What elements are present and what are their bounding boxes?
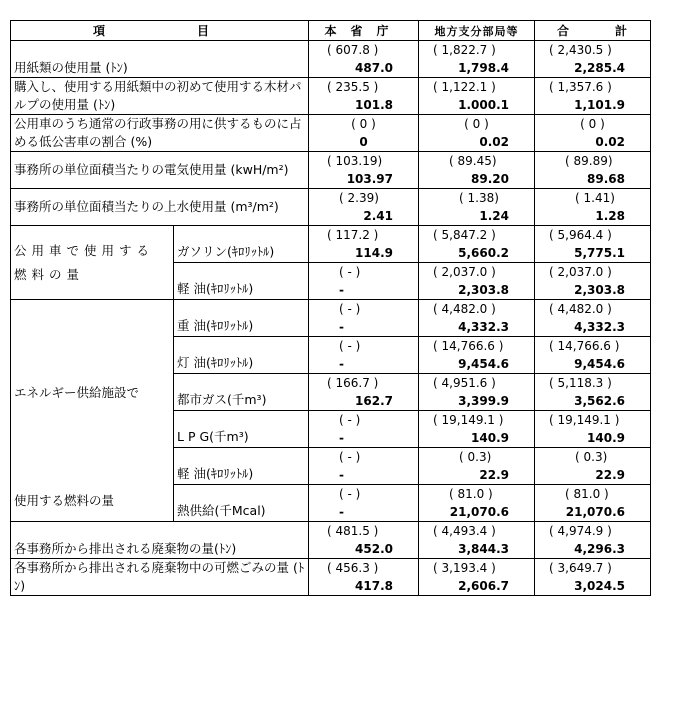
current-value: 0 <box>359 135 368 149</box>
current-value: 2,303.8 <box>458 283 509 297</box>
prev-value: ( 1,822.7 ) <box>433 43 496 57</box>
prev-value: ( 456.3 ) <box>327 561 379 575</box>
row-label: 事務所の単位面積当たりの上水使用量 (m³/m²) <box>11 189 309 226</box>
current-value: - <box>339 431 344 445</box>
table-row <box>11 559 651 596</box>
current-value: 89.20 <box>471 172 509 186</box>
prev-value: ( 1,122.1 ) <box>433 80 496 94</box>
current-value: 9,454.6 <box>574 357 625 371</box>
header-row <box>11 21 651 41</box>
table-row <box>11 78 651 115</box>
local-cell <box>419 337 535 374</box>
prev-value: ( 4,493.4 ) <box>433 524 496 538</box>
head-office-cell <box>309 41 419 78</box>
prev-value: ( 5,964.4 ) <box>549 228 612 242</box>
total-cell <box>535 485 651 522</box>
table-row <box>11 152 651 189</box>
header-total-b: 計 <box>615 24 628 38</box>
group-label-energy-fuel: エネルギー供給施設で 使用する燃料の量 <box>11 300 174 522</box>
prev-value: ( - ) <box>339 339 361 353</box>
fuel-type-label: 熱供給(千Mcal) <box>174 485 309 522</box>
total-cell <box>535 263 651 300</box>
local-cell <box>419 411 535 448</box>
prev-value: ( 14,766.6 ) <box>433 339 504 353</box>
prev-value: ( 2,037.0 ) <box>433 265 496 279</box>
total-cell <box>535 152 651 189</box>
head-office-cell <box>309 78 419 115</box>
prev-value: ( 103.19) <box>327 154 383 168</box>
prev-value: ( 0.3) <box>575 450 608 464</box>
prev-value: ( 0.3) <box>459 450 492 464</box>
total-cell <box>535 300 651 337</box>
prev-value: ( 2.39) <box>339 191 379 205</box>
local-cell <box>419 448 535 485</box>
current-value: - <box>339 320 344 334</box>
local-cell <box>419 115 535 152</box>
total-cell <box>535 411 651 448</box>
current-value: 2,285.4 <box>574 61 625 75</box>
current-value: 140.9 <box>471 431 509 445</box>
current-value: - <box>339 468 344 482</box>
prev-value: ( 1,357.6 ) <box>549 80 612 94</box>
row-label: 公用車のうち通常の行政事務の用に供するものに占める低公害車の割合 (%) <box>11 115 309 152</box>
current-value: 417.8 <box>355 579 393 593</box>
current-value: 4,332.3 <box>574 320 625 334</box>
current-value: 452.0 <box>355 542 393 556</box>
total-cell <box>535 559 651 596</box>
current-value: 162.7 <box>355 394 393 408</box>
prev-value: ( 19,149.1 ) <box>549 413 620 427</box>
table-row <box>11 189 651 226</box>
prev-value: ( 5,847.2 ) <box>433 228 496 242</box>
fuel-type-label: 灯 油(ｷﾛﾘｯﾄﾙ) <box>174 337 309 374</box>
current-value: - <box>339 505 344 519</box>
prev-value: ( 14,766.6 ) <box>549 339 620 353</box>
current-value: 9,454.6 <box>458 357 509 371</box>
total-cell <box>535 337 651 374</box>
header-item-b: 目 <box>197 24 210 38</box>
current-value: 4,332.3 <box>458 320 509 334</box>
current-value: 1.24 <box>479 209 509 223</box>
local-cell <box>419 374 535 411</box>
current-value: 5,660.2 <box>458 246 509 260</box>
total-cell <box>535 189 651 226</box>
head-office-cell <box>309 559 419 596</box>
prev-value: ( 607.8 ) <box>327 43 379 57</box>
current-value: 2.41 <box>363 209 393 223</box>
total-cell <box>535 522 651 559</box>
current-value: 1,101.9 <box>574 98 625 112</box>
current-value: 101.8 <box>355 98 393 112</box>
fuel-type-label: L P G(千m³) <box>174 411 309 448</box>
current-value: 103.97 <box>346 172 393 186</box>
head-office-cell <box>309 448 419 485</box>
header-total <box>535 21 651 41</box>
current-value: 22.9 <box>595 468 625 482</box>
prev-value: ( - ) <box>339 302 361 316</box>
header-item-a: 項 <box>93 24 106 38</box>
head-office-cell <box>309 485 419 522</box>
fuel-type-label: 軽 油(ｷﾛﾘｯﾄﾙ) <box>174 263 309 300</box>
prev-value: ( 5,118.3 ) <box>549 376 612 390</box>
fuel-type-label: 都市ガス(千m³) <box>174 374 309 411</box>
local-cell <box>419 78 535 115</box>
current-value: 22.9 <box>479 468 509 482</box>
head-office-cell <box>309 337 419 374</box>
header-local-offices: 地方支分部局等 <box>419 21 535 41</box>
prev-value: ( 117.2 ) <box>327 228 379 242</box>
group-label-vehicle-fuel: 公用車で使用する 燃料の量 <box>11 226 174 300</box>
current-value: 5,775.1 <box>574 246 625 260</box>
row-label: 各事務所から排出される廃棄物の量(ﾄﾝ) <box>11 522 309 559</box>
current-value: 0.02 <box>479 135 509 149</box>
prev-value: ( 19,149.1 ) <box>433 413 504 427</box>
prev-value: ( 0 ) <box>351 117 376 131</box>
table-row <box>11 41 651 78</box>
current-value: 0.02 <box>595 135 625 149</box>
prev-value: ( - ) <box>339 450 361 464</box>
head-office-cell <box>309 411 419 448</box>
local-cell <box>419 41 535 78</box>
local-cell <box>419 485 535 522</box>
local-cell <box>419 522 535 559</box>
local-cell <box>419 152 535 189</box>
prev-value: ( 0 ) <box>464 117 489 131</box>
current-value: - <box>339 283 344 297</box>
head-office-cell <box>309 189 419 226</box>
prev-value: ( 1.41) <box>575 191 615 205</box>
current-value: 2,303.8 <box>574 283 625 297</box>
prev-value: ( 81.0 ) <box>565 487 609 501</box>
current-value: 2,606.7 <box>458 579 509 593</box>
header-total-a: 合 <box>557 24 570 38</box>
current-value: - <box>339 357 344 371</box>
local-cell <box>419 226 535 263</box>
prev-value: ( 0 ) <box>580 117 605 131</box>
prev-value: ( 4,482.0 ) <box>549 302 612 316</box>
table-row <box>11 300 651 337</box>
head-office-cell <box>309 226 419 263</box>
row-label: 各事務所から排出される廃棄物中の可燃ごみの量 (ﾄﾝ) <box>11 559 309 596</box>
prev-value: ( 81.0 ) <box>449 487 493 501</box>
prev-value: ( 89.45) <box>449 154 497 168</box>
local-cell <box>419 559 535 596</box>
head-office-cell <box>309 263 419 300</box>
table-row <box>11 115 651 152</box>
fuel-type-label: ガソリン(ｷﾛﾘｯﾄﾙ) <box>174 226 309 263</box>
prev-value: ( 89.89) <box>565 154 613 168</box>
current-value: 3,562.6 <box>574 394 625 408</box>
header-item <box>11 21 309 41</box>
local-cell <box>419 263 535 300</box>
current-value: 114.9 <box>355 246 393 260</box>
table-row <box>11 522 651 559</box>
prev-value: ( 2,037.0 ) <box>549 265 612 279</box>
prev-value: ( 481.5 ) <box>327 524 379 538</box>
current-value: 3,399.9 <box>458 394 509 408</box>
prev-value: ( 3,193.4 ) <box>433 561 496 575</box>
header-head-office: 本省庁 <box>309 21 419 41</box>
row-label: 購入し、使用する用紙類中の初めて使用する木材パルプの使用量 (ﾄﾝ) <box>11 78 309 115</box>
table-row <box>11 226 651 263</box>
row-label: 用紙類の使用量 (ﾄﾝ) <box>11 41 309 78</box>
prev-value: ( 4,482.0 ) <box>433 302 496 316</box>
total-cell <box>535 78 651 115</box>
current-value: 21,070.6 <box>565 505 625 519</box>
total-cell <box>535 374 651 411</box>
total-cell <box>535 115 651 152</box>
current-value: 1.000.1 <box>458 98 509 112</box>
current-value: 1,798.4 <box>458 61 509 75</box>
current-value: 3,024.5 <box>574 579 625 593</box>
environment-data-table <box>10 20 651 596</box>
current-value: 89.68 <box>587 172 625 186</box>
prev-value: ( - ) <box>339 265 361 279</box>
prev-value: ( 3,649.7 ) <box>549 561 612 575</box>
total-cell <box>535 448 651 485</box>
prev-value: ( 166.7 ) <box>327 376 379 390</box>
current-value: 140.9 <box>587 431 625 445</box>
current-value: 4,296.3 <box>574 542 625 556</box>
fuel-type-label: 重 油(ｷﾛﾘｯﾄﾙ) <box>174 300 309 337</box>
head-office-cell <box>309 152 419 189</box>
local-cell <box>419 300 535 337</box>
prev-value: ( - ) <box>339 487 361 501</box>
head-office-cell <box>309 522 419 559</box>
prev-value: ( 1.38) <box>459 191 499 205</box>
prev-value: ( 4,951.6 ) <box>433 376 496 390</box>
prev-value: ( 4,974.9 ) <box>549 524 612 538</box>
current-value: 21,070.6 <box>449 505 509 519</box>
local-cell <box>419 189 535 226</box>
prev-value: ( - ) <box>339 413 361 427</box>
current-value: 3,844.3 <box>458 542 509 556</box>
prev-value: ( 2,430.5 ) <box>549 43 612 57</box>
prev-value: ( 235.5 ) <box>327 80 379 94</box>
row-label: 事務所の単位面積当たりの電気使用量 (kwH/m²) <box>11 152 309 189</box>
head-office-cell <box>309 374 419 411</box>
fuel-type-label: 軽 油(ｷﾛﾘｯﾄﾙ) <box>174 448 309 485</box>
current-value: 1.28 <box>595 209 625 223</box>
current-value: 487.0 <box>355 61 393 75</box>
head-office-cell <box>309 300 419 337</box>
head-office-cell <box>309 115 419 152</box>
total-cell <box>535 41 651 78</box>
total-cell <box>535 226 651 263</box>
